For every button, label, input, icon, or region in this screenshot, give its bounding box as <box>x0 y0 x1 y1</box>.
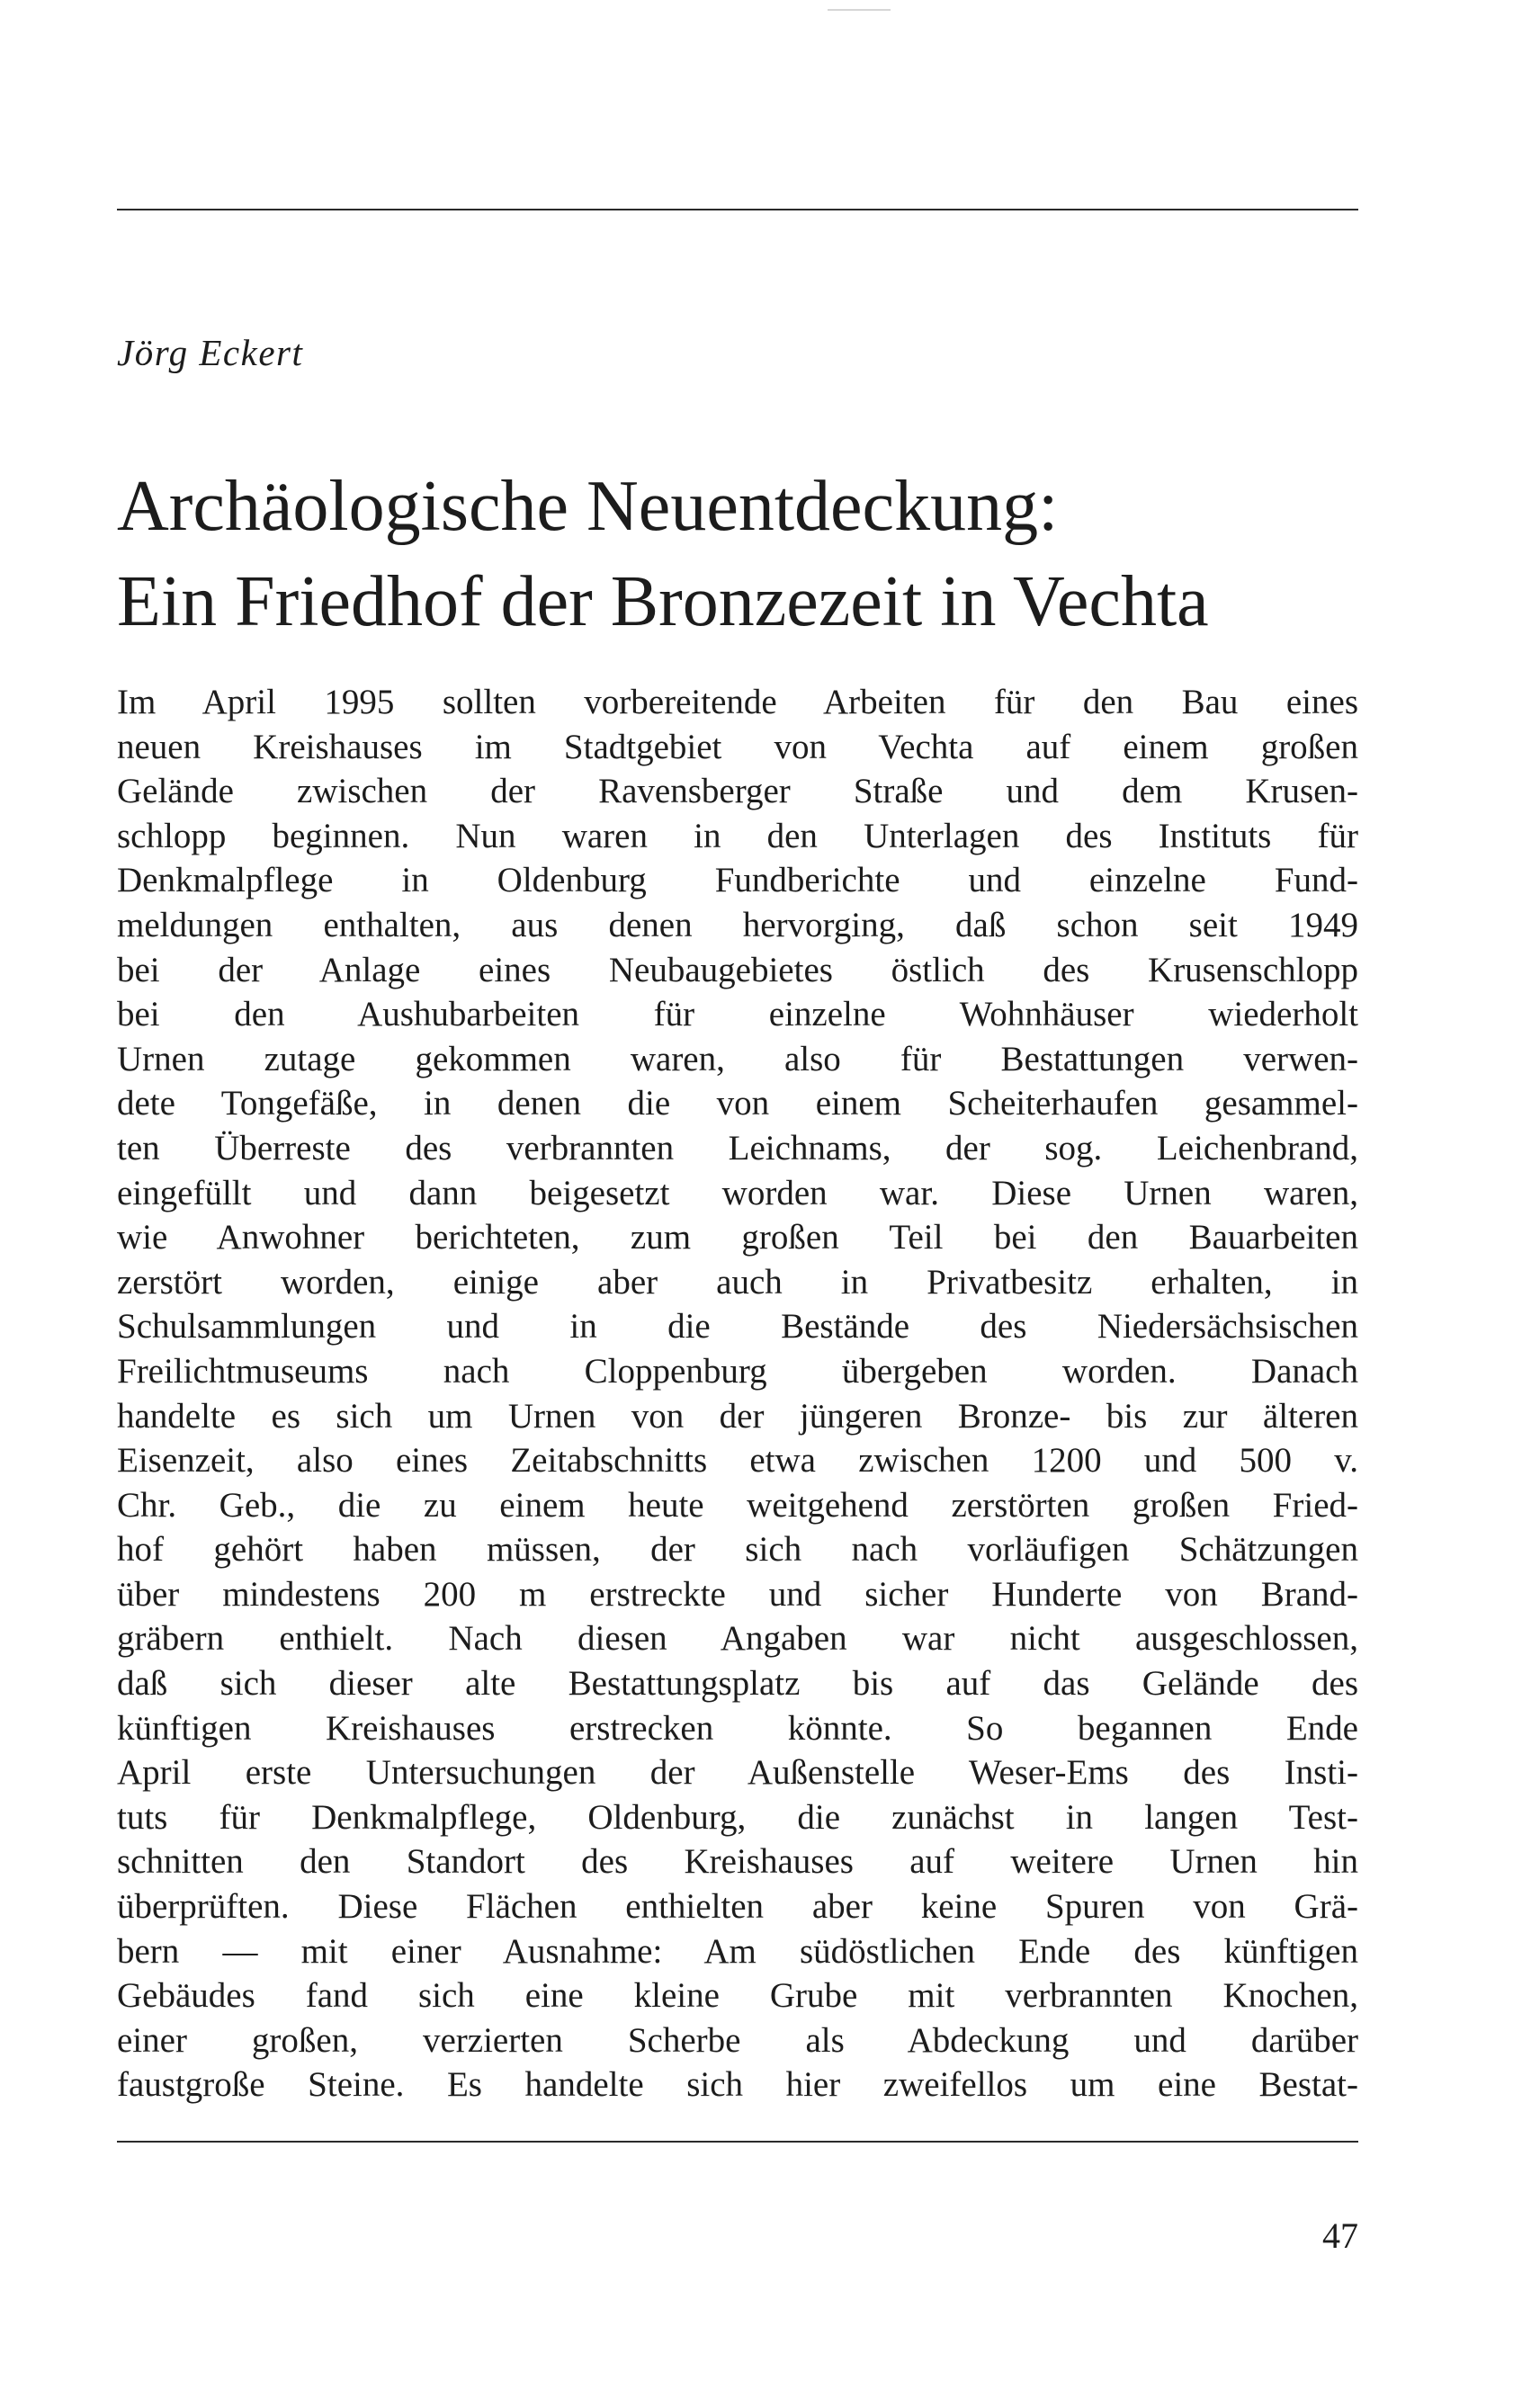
title-line: Ein Friedhof der Bronzezeit in Vechta <box>117 562 1209 641</box>
body-line: schlopp beginnen. Nun waren in den Unterlagen des Instituts für <box>117 816 1358 855</box>
article-title <box>117 459 1358 649</box>
body-line: überprüften. Diese Flächen enthielten aber keine Spuren von Grä- <box>117 1887 1358 1927</box>
body-line: bei den Aushubarbeiten für einzelne Wohnhäuser wiederholt <box>117 995 1358 1034</box>
body-text <box>117 680 1358 2107</box>
title-line: Archäologische Neuentdeckung: <box>117 467 1059 546</box>
body-line: dete Tongefäße, in denen die von einem Scheiterhaufen gesammel- <box>117 1084 1358 1123</box>
body-line: einer großen, verzierten Scherbe als Abdeckung und darüber <box>117 2020 1358 2060</box>
body-line: ten Überreste des verbrannten Leichnams, der sog. Leichenbrand, <box>117 1128 1358 1168</box>
body-line: über mindestens 200 m erstreckte und sicher Hunderte von Brand- <box>117 1574 1358 1614</box>
body-line: daß sich dieser alte Bestattungsplatz bis auf das Gelände des <box>117 1664 1358 1704</box>
body-line: gräbern enthielt. Nach diesen Angaben war nicht ausgeschlossen, <box>117 1619 1358 1659</box>
body-line: Im April 1995 sollten vorbereitende Arbeiten für den Bau eines <box>117 683 1358 721</box>
body-line: hof gehört haben müssen, der sich nach vorläufigen Schätzungen <box>117 1530 1358 1570</box>
body-line: künftigen Kreishauses erstrecken könnte. So begannen Ende <box>117 1708 1358 1748</box>
page-number: 47 <box>1322 2215 1358 2256</box>
body-line: Gebäudes fand sich eine kleine Grube mit verbrannten Knochen, <box>117 1976 1358 2016</box>
body-line: Eisenzeit, also eines Zeitabschnitts etwa zwischen 1200 und 500 v. <box>117 1441 1358 1481</box>
body-line: April erste Untersuchungen der Außenstelle Weser-Ems des Insti- <box>117 1753 1358 1793</box>
bottom-rule <box>117 2141 1358 2143</box>
top-rule <box>117 209 1358 210</box>
body-line: handelte es sich um Urnen von der jüngeren Bronze- bis zur älteren <box>117 1396 1358 1436</box>
body-line: wie Anwohner berichteten, zum großen Teil bei den Bauarbeiten <box>117 1218 1358 1257</box>
crop-mark <box>828 9 891 11</box>
body-line: Urnen zutage gekommen waren, also für Bestattungen verwen- <box>117 1039 1358 1078</box>
body-line: Denkmalpflege in Oldenburg Fundberichte und einzelne Fund- <box>117 861 1358 900</box>
body-line: Chr. Geb., die zu einem heute weitgehend zerstörten großen Fried- <box>117 1485 1358 1525</box>
body-line: faustgroße Steine. Es handelte sich hier zweifellos um eine Bestat- <box>117 2065 1358 2105</box>
author-name: Jörg Eckert <box>117 332 304 373</box>
body-line: bei der Anlage eines Neubaugebietes östlich des Krusenschlopp <box>117 950 1358 989</box>
body-line: bern — mit einer Ausnahme: Am südöstlichen Ende des künftigen <box>117 1931 1358 1971</box>
body-line: Gelände zwischen der Ravensberger Straße und dem Krusen- <box>117 772 1358 811</box>
body-line: schnitten den Standort des Kreishauses auf weitere Urnen hin <box>117 1842 1358 1882</box>
body-line: Freilichtmuseums nach Cloppenburg übergeben worden. Danach <box>117 1351 1358 1391</box>
body-line: Schulsammlungen und in die Bestände des Niedersächsischen <box>117 1307 1358 1347</box>
body-line: eingefüllt und dann beigesetzt worden war. Diese Urnen waren, <box>117 1173 1358 1212</box>
body-line: meldungen enthalten, aus denen hervorging, daß schon seit 1949 <box>117 905 1358 944</box>
body-line: tuts für Denkmalpflege, Oldenburg, die zunächst in langen Test- <box>117 1797 1358 1837</box>
body-line: neuen Kreishauses im Stadtgebiet von Vechta auf einem großen <box>117 727 1358 766</box>
body-line: zerstört worden, einige aber auch in Privatbesitz erhalten, in <box>117 1262 1358 1302</box>
